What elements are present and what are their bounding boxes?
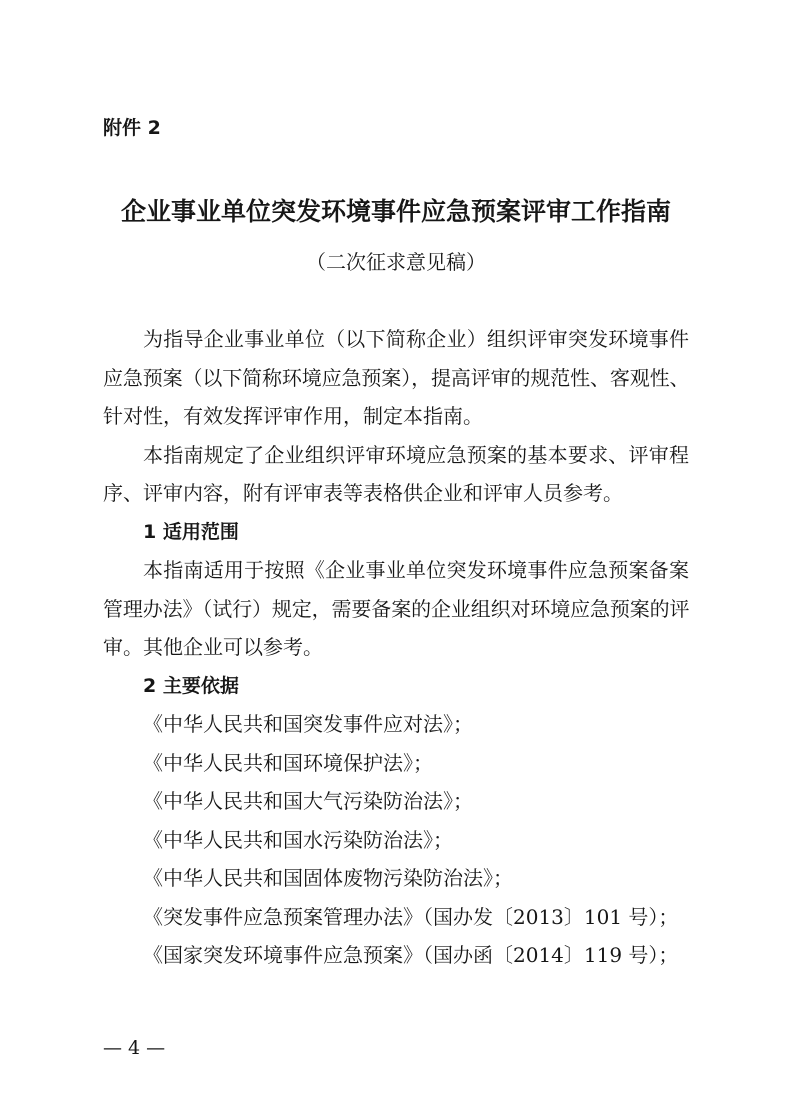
intro-paragraph-1-line-2: 应急预案（以下简称环境应急预案），提高评审的规范性、客观性、 bbox=[103, 365, 689, 390]
intro-paragraph-1-line-1: 为指导企业事业单位（以下简称企业）组织评审突发环境事件 bbox=[143, 327, 689, 351]
reference-item: 《中华人民共和国固体废物污染防治法》； bbox=[143, 866, 513, 890]
intro-paragraph-1-line-3: 针对性，有效发挥评审作用，制定本指南。 bbox=[103, 404, 483, 428]
section-1-heading: 1 适用范围 bbox=[143, 520, 239, 543]
reference-item: 《国家突发环境事件应急预案》（国办函〔2014〕119 号）； bbox=[143, 943, 679, 967]
intro-paragraph-2-line-2: 序、评审内容，附有评审表等表格供企业和评审人员参考。 bbox=[103, 481, 623, 505]
reference-item: 《中华人民共和国水污染防治法》； bbox=[143, 827, 453, 852]
section-1-line-1: 本指南适用于按照《企业事业单位突发环境事件应急预案备案 bbox=[143, 558, 689, 582]
section-1-line-2: 管理办法》（试行）规定，需要备案的企业组织对环境应急预案的评 bbox=[103, 596, 689, 621]
reference-item: 《中华人民共和国环境保护法》； bbox=[143, 750, 433, 775]
document-title: 企业事业单位突发环境事件应急预案评审工作指南 bbox=[120, 197, 671, 226]
intro-paragraph-2-line-1: 本指南规定了企业组织评审环境应急预案的基本要求、评审程 bbox=[143, 442, 689, 467]
reference-item: 《中华人民共和国大气污染防治法》； bbox=[143, 789, 473, 813]
section-1-line-3: 审。其他企业可以参考。 bbox=[103, 635, 323, 659]
reference-item: 《突发事件应急预案管理办法》（国办发〔2013〕101 号）； bbox=[143, 904, 679, 929]
section-2-heading: 2 主要依据 bbox=[143, 674, 239, 697]
attachment-label: 附件 2 bbox=[103, 117, 161, 139]
reference-item: 《中华人民共和国突发事件应对法》； bbox=[143, 712, 473, 736]
document-body bbox=[103, 320, 689, 975]
document-subtitle: （二次征求意见稿） bbox=[306, 250, 486, 274]
page-number: — 4 — bbox=[103, 1037, 166, 1059]
